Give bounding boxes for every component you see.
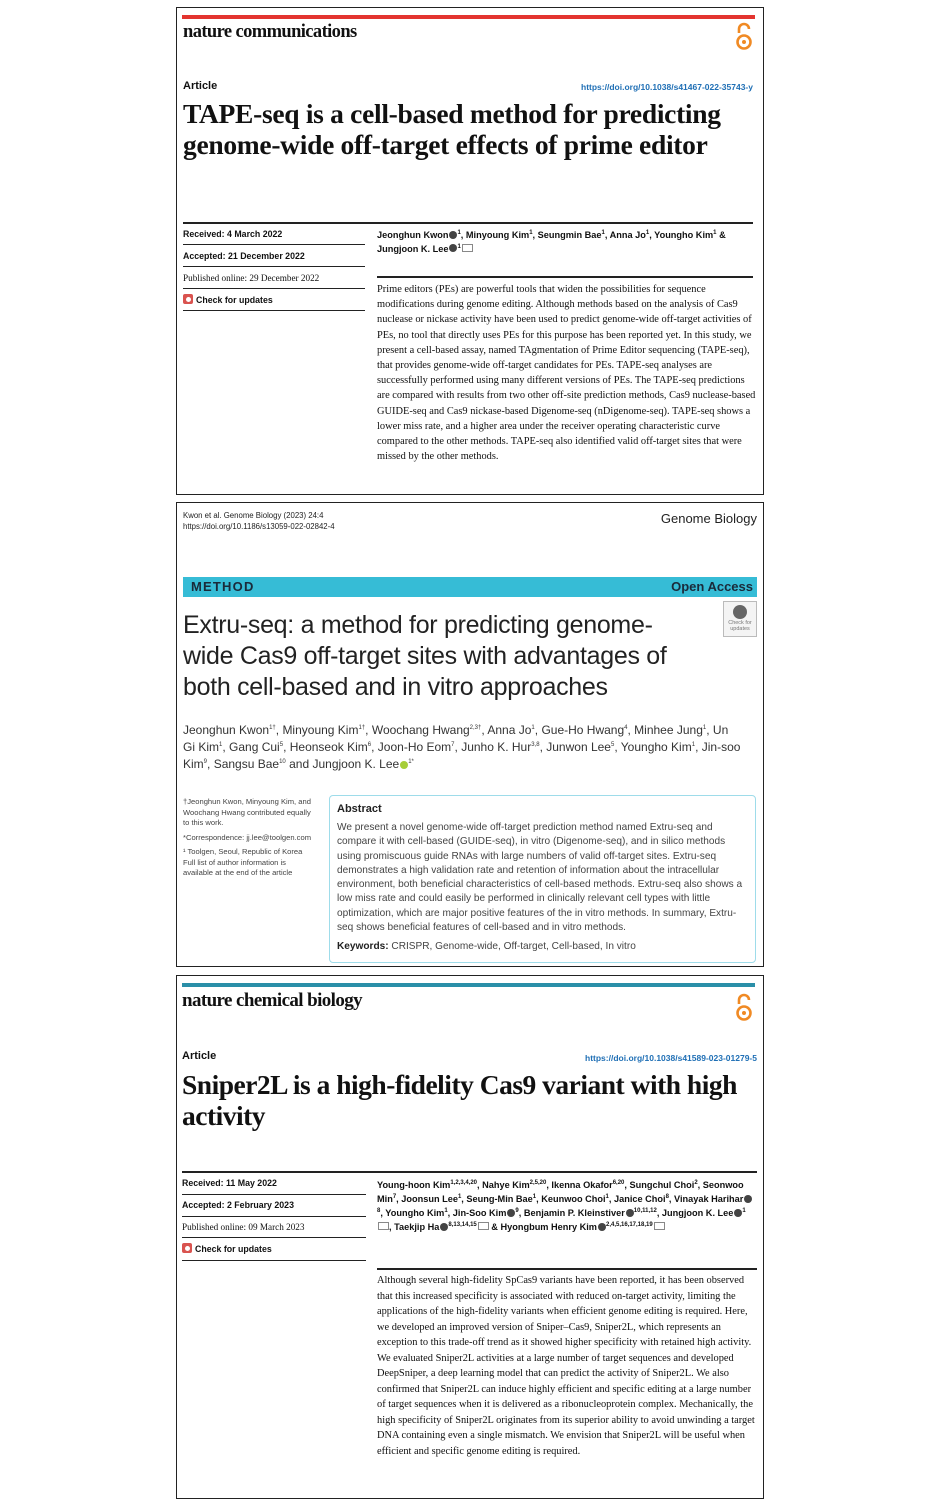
author-name	[487, 723, 534, 737]
journal-color-bar	[182, 983, 755, 987]
paper-genome-biology	[176, 502, 764, 967]
author-name-text: Junho K. Hur	[461, 740, 532, 754]
journal-name: nature chemical biology	[182, 990, 363, 1011]
author-affiliation-sup: 1,2,3,4,20	[450, 1179, 478, 1186]
author-name	[401, 1194, 461, 1204]
author-name	[394, 1222, 489, 1232]
author-affiliation-sup: 1	[529, 229, 533, 236]
author-name	[466, 1194, 536, 1204]
author-affiliation-sup: 1	[605, 1193, 609, 1200]
author-affiliation-sup: 5	[279, 742, 284, 748]
author-name	[621, 740, 695, 754]
author-affiliation-sup: 1	[219, 742, 223, 748]
author-name	[377, 230, 461, 240]
keywords	[337, 941, 752, 952]
author-list: Young-hoon Kim$^{1,2,3,4,20}$, Nahye Kim$^{2,5,20}$, Ikenna Okafor$^{6,20}$, Sungchul Choi$^2$, Seonwoo Min$^7$, Joonsun Lee$^1$, Seung-Min Bae$^1$, Keunwoo Choi$^1$, Janice Choi$^8$, Vinayak Harihar$^8$, Youngho Kim$^1$, Jin-Soo Kim $^9$, Benjamin P. Kleinstiver $^{10,11,12}$, Jungjoon K. Lee $^1$, Taekjip Ha $^{8,13,14,15}$ & Hyongbum Henry Kim $^{2,4,5,16,17,18,19}$	[377, 1178, 757, 1234]
author-name-text: Jin-soo Kim	[183, 740, 741, 771]
author-name-text: Anna Jo	[487, 723, 532, 737]
author-name	[461, 740, 539, 754]
divider	[183, 222, 753, 224]
author-info-note: Full list of author information is available at the end of the article	[183, 857, 293, 877]
author-name-text: Janice Choi	[613, 1194, 666, 1204]
author-name	[551, 1180, 624, 1190]
affiliation-note: ¹ Toolgen, Seoul, Republic of Korea	[183, 847, 303, 856]
author-name-text: Jin-Soo Kim	[452, 1208, 507, 1218]
divider	[183, 244, 365, 245]
author-affiliation-sup: 1	[713, 229, 717, 236]
author-affiliation-sup: 8	[665, 1193, 669, 1200]
divider	[182, 1216, 366, 1217]
author-affiliation-sup: 1	[702, 725, 707, 731]
doi-link[interactable]: https://doi.org/10.1038/s41467-022-35743-y	[581, 82, 753, 92]
author-affiliation-sup: 1	[645, 229, 650, 236]
check-for-updates-button[interactable]: Check for updates	[182, 1243, 366, 1254]
journal-name: nature communications	[183, 22, 357, 42]
doi-link[interactable]: https://doi.org/10.1038/s41589-023-01279-5	[585, 1053, 757, 1063]
divider	[377, 1268, 757, 1270]
author-name	[453, 1208, 519, 1218]
author-name	[501, 1222, 665, 1232]
author-name-text: Benjamin P. Kleinstiver	[523, 1208, 625, 1218]
author-name	[524, 1208, 657, 1218]
author-name	[614, 1194, 669, 1204]
author-name	[290, 740, 371, 754]
author-affiliation-sup: 1	[742, 1207, 746, 1214]
author-affiliation-sup: 1†	[269, 725, 276, 731]
author-name	[538, 230, 605, 240]
check-updates-icon	[733, 605, 747, 619]
author-name	[466, 230, 533, 240]
author-name-text: Hyongbum Henry Kim	[500, 1222, 597, 1232]
author-name-text: Taekjip Ha	[394, 1222, 440, 1232]
author-name	[546, 740, 614, 754]
author-name-text: Jungjoon K. Lee	[312, 757, 400, 771]
author-name	[610, 230, 650, 240]
author-name	[377, 244, 473, 254]
author-affiliation-sup: 1	[691, 742, 696, 748]
author-affiliation-sup: 6,20	[612, 1179, 625, 1186]
author-affiliation-sup: 8	[377, 1207, 381, 1214]
abstract-text: Prime editors (PEs) are powerful tools that widen the possibilities for sequence modifications during genome editing. Although methods based on the analysis of Cas9 nuclease or nickase activity have been used to predict genome-wide off-target activities of PEs, no tool that directly uses PEs for this purpose has been reported yet. In this study, we present a cell-based assay, named TAgmentation of Prime Editor sequencing (TAPE-seq), that provides genome-wide off-target candidates for PEs. TAPE-seq analyses are successfully performed using many different versions of PEs. The TAPE-seq predictions are compared with results from two other off-site prediction methods, Cas9 nuclease-based GUIDE-seq and Cas9 nickase-based Digenome-seq (nDigenome-seq). TAPE-seq shows a lower miss rate, and a higher area under the receiver operating characteristic curve compared to the other methods. TAPE-seq also identified valid off-target sites that were missed by the other methods.	[377, 284, 756, 463]
abstract-heading: Abstract	[337, 803, 382, 815]
check-for-updates-button[interactable]: Check for updates	[723, 601, 757, 637]
author-name	[183, 723, 276, 737]
author-name-text: Vinayak Harihar	[674, 1194, 744, 1204]
author-affiliation-sup: 7	[451, 742, 455, 748]
paper-nature-communications	[176, 7, 764, 495]
author-name-text: Youngho Kim	[385, 1208, 445, 1218]
equal-contribution-note: †Jeonghun Kwon, Minyoung Kim, and Woochang Hwang contributed equally to this work.	[183, 797, 311, 827]
received-date: Received: 4 March 2022	[183, 229, 283, 239]
mail-icon[interactable]	[462, 244, 473, 252]
check-updates-icon	[183, 294, 193, 304]
author-name-text: Gang Cui	[229, 740, 280, 754]
author-affiliation-sup: 7	[392, 1193, 397, 1200]
author-name-text: Seonwoo Min	[377, 1180, 744, 1204]
accepted-date: Accepted: 2 February 2023	[182, 1200, 294, 1210]
journal-name: Genome Biology	[660, 511, 757, 526]
open-access-label: Open Access	[671, 579, 753, 594]
author-name	[541, 723, 627, 737]
author-name-text: Minyoung Kim	[465, 230, 530, 240]
author-list: Jeonghun Kwon $^1$, Minyoung Kim$^1$, Seungmin Bae$^1$, Anna Jo$^1$, Youngho Kim$^1$ & Jungjoon K. Lee $^1$	[377, 229, 726, 254]
author-affiliation-sup: 1	[532, 1193, 537, 1200]
author-affiliation-sup: 2,5,20	[529, 1179, 547, 1186]
author-name	[378, 740, 455, 754]
author-name-text: Youngho Kim	[654, 230, 714, 240]
author-name-text: Minyoung Kim	[282, 723, 359, 737]
author-affiliation-sup: 2	[694, 1179, 698, 1186]
author-list: Jeonghun Kwon$^{1\dagger}$, Minyoung Kim$^{1\dagger}$, Woochang Hwang$^{2,3\dagger}$, Anna Jo$^1$, Gue-Ho Hwang$^4$, Minhee Jung$^1$, Un Gi Kim$^1$, Gang Cui$^5$, Heonseok Kim$^6$, Joon-Ho Eom$^7$, Junho K. Hur$^{3,8}$, Junwon Lee$^5$, Youngho Kim$^1$, Jin-soo Kim$^9$, Sangsu Bae$^{10}$ and Jungjoon K. Lee $^{1*}$	[183, 723, 741, 771]
author-affiliation-sup: 1*	[408, 759, 414, 765]
section-label: METHOD	[191, 579, 255, 594]
author-affiliation-sup: 1	[457, 243, 461, 250]
author-name-text: Jeonghun Kwon	[183, 723, 270, 737]
author-affiliation-sup: 2,4,5,16,17,18,19	[605, 1221, 653, 1228]
author-name-text: Anna Jo	[609, 230, 646, 240]
author-name	[229, 740, 283, 754]
published-date: Published online: 29 December 2022	[183, 273, 320, 283]
author-name	[541, 1194, 609, 1204]
author-name-text: Jungjoon K. Lee	[661, 1208, 734, 1218]
article-type: Article	[183, 80, 218, 92]
published-date: Published online: 09 March 2023	[182, 1222, 305, 1232]
author-affiliation-sup: 6	[367, 742, 372, 748]
author-affiliation-sup: 4	[624, 725, 628, 731]
author-name	[654, 230, 716, 240]
author-affiliation-sup: 1	[457, 1193, 462, 1200]
citation-line: Kwon et al. Genome Biology (2023) 24:4	[183, 511, 324, 520]
correspondence-note: *Correspondence: jj.lee@toolgen.com	[183, 832, 312, 842]
author-affiliation-sup: 8,13,14,15	[448, 1221, 477, 1228]
author-affiliation-sup: 3,8	[531, 742, 540, 748]
author-name-text: Joonsun Lee	[401, 1194, 458, 1204]
author-name	[634, 723, 706, 737]
check-for-updates-button[interactable]: Check for updates	[183, 294, 365, 305]
author-name	[312, 757, 413, 771]
divider	[183, 310, 365, 311]
author-name-text: Seung-Min Bae	[466, 1194, 533, 1204]
author-affiliation-sup: 9	[515, 1207, 519, 1214]
orcid-icon[interactable]	[744, 1195, 752, 1203]
author-name	[377, 1180, 477, 1190]
journal-color-bar	[182, 15, 755, 19]
author-name-text: Youngho Kim	[620, 740, 692, 754]
author-name-text: Junwon Lee	[546, 740, 611, 754]
author-name-text: Heonseok Kim	[289, 740, 368, 754]
author-name-text: Seungmin Bae	[537, 230, 602, 240]
doi-link[interactable]: https://doi.org/10.1186/s13059-022-02842-4	[183, 522, 335, 531]
author-name-text: Joon-Ho Eom	[377, 740, 452, 754]
divider	[183, 266, 365, 267]
divider	[377, 276, 753, 278]
author-name-text: Woochang Hwang	[371, 723, 470, 737]
author-name-text: Keunwoo Choi	[541, 1194, 606, 1204]
open-access-icon	[735, 993, 753, 1023]
author-notes	[183, 797, 311, 879]
article-title: TAPE-seq is a cell-based method for predicting genome-wide off-target effects of prime editor	[183, 98, 721, 160]
author-name-text: Jungjoon K. Lee	[377, 243, 449, 254]
author-affiliation-sup: 1	[601, 229, 605, 236]
check-updates-icon	[182, 1243, 192, 1253]
author-affiliation-sup: 2,3†	[469, 725, 482, 731]
keywords-list: CRISPR, Genome-wide, Off-target, Cell-based, In vitro	[391, 941, 636, 952]
received-date: Received: 11 May 2022	[182, 1178, 277, 1188]
author-name	[282, 723, 365, 737]
author-affiliation-sup: 1†	[358, 725, 366, 731]
article-title: Extru-seq: a method for predicting genome-wide Cas9 off-target sites with advantages of both cell-based and in vitro approaches	[183, 611, 667, 701]
author-affiliation-sup: 1	[457, 229, 461, 236]
author-name-text: Nahye Kim	[482, 1180, 530, 1190]
author-affiliation-sup: 1	[531, 725, 535, 731]
author-name-text: Un Gi Kim	[183, 723, 729, 754]
abstract-text: We present a novel genome-wide off-target prediction method named Extru-seq and compare it with cell-based (GUIDE-seq), in vitro (Digenome-seq), and in silico methods using promiscuous guide RNAs with large numbers of valid off-target sites. Extru-seq demonstrates a high validation rate and retention of information about the intracellular environment, both beneficial characteristics of cell-based methods. Extru-seq also shows a low miss rate and could easily be performed in clinically relevant cell types with little optimization, which are major positive features of the in vitro methods. In summary, Extru-seq shows beneficial features of cell-based and in vitro methods.	[337, 822, 743, 934]
citation-header	[183, 510, 335, 532]
orcid-icon[interactable]	[626, 1209, 634, 1217]
author-name-text: Young-hoon Kim	[377, 1180, 451, 1190]
author-name	[214, 757, 286, 771]
author-name	[482, 1180, 546, 1190]
abstract-text: Although several high-fidelity SpCas9 variants have been reported, it has been observed that this increased specificity is associated with reduced on-target activity, limiting the applications of the high-fidelity variants when efficient genome editing is required. Here, we developed an improved version of Sniper–Cas9, Sniper2L, which represents an exception to this trade-off trend as it showed higher specificity with retained high activity. We evaluated Sniper2L activities at a large number of target sequences and developed DeepSniper, a deep learning model that can predict the activity of Sniper2L. We also confirmed that Sniper2L can induce highly efficient and specific editing at a large number of target sequences when it is delivered as a ribonucleoprotein complex. Mechanically, the high specificity of Sniper2L originates from its superior ability to avoid unwinding a target DNA containing even a single mismatch. We envision that Sniper2L will be useful when efficient and specific genome editing is required.	[377, 1275, 755, 1457]
article-type: Article	[182, 1050, 217, 1062]
mail-icon[interactable]	[378, 1222, 389, 1230]
article-title: Sniper2L is a high-fidelity Cas9 variant with high activity	[182, 1069, 737, 1131]
divider	[182, 1237, 366, 1238]
mail-icon[interactable]	[478, 1222, 489, 1230]
author-name-text: Sungchul Choi	[629, 1180, 695, 1190]
author-name-text: Ikenna Okafor	[551, 1180, 613, 1190]
author-affiliation-sup: 5	[610, 742, 615, 748]
author-name	[630, 1180, 698, 1190]
mail-icon[interactable]	[654, 1222, 665, 1230]
divider	[182, 1260, 366, 1261]
author-name-text: Minhee Jung	[634, 723, 703, 737]
author-name	[372, 723, 482, 737]
divider	[182, 1194, 366, 1195]
divider	[182, 1171, 757, 1173]
author-affiliation-sup: 10,11,12	[633, 1207, 657, 1214]
paper-nature-chemical-biology	[176, 975, 764, 1499]
author-name-text: Sangsu Bae	[213, 757, 280, 771]
orcid-icon[interactable]	[598, 1223, 606, 1231]
accepted-date: Accepted: 21 December 2022	[183, 251, 305, 261]
author-name	[385, 1208, 447, 1218]
author-name-text: Jeonghun Kwon	[377, 230, 449, 240]
keywords-label: Keywords:	[337, 941, 389, 952]
author-affiliation-sup: 10	[279, 759, 286, 765]
author-affiliation-sup: 9	[203, 759, 208, 765]
author-name-text: Gue-Ho Hwang	[541, 723, 625, 737]
author-affiliation-sup: 1	[444, 1207, 448, 1214]
divider	[183, 288, 365, 289]
open-access-icon	[735, 22, 753, 52]
